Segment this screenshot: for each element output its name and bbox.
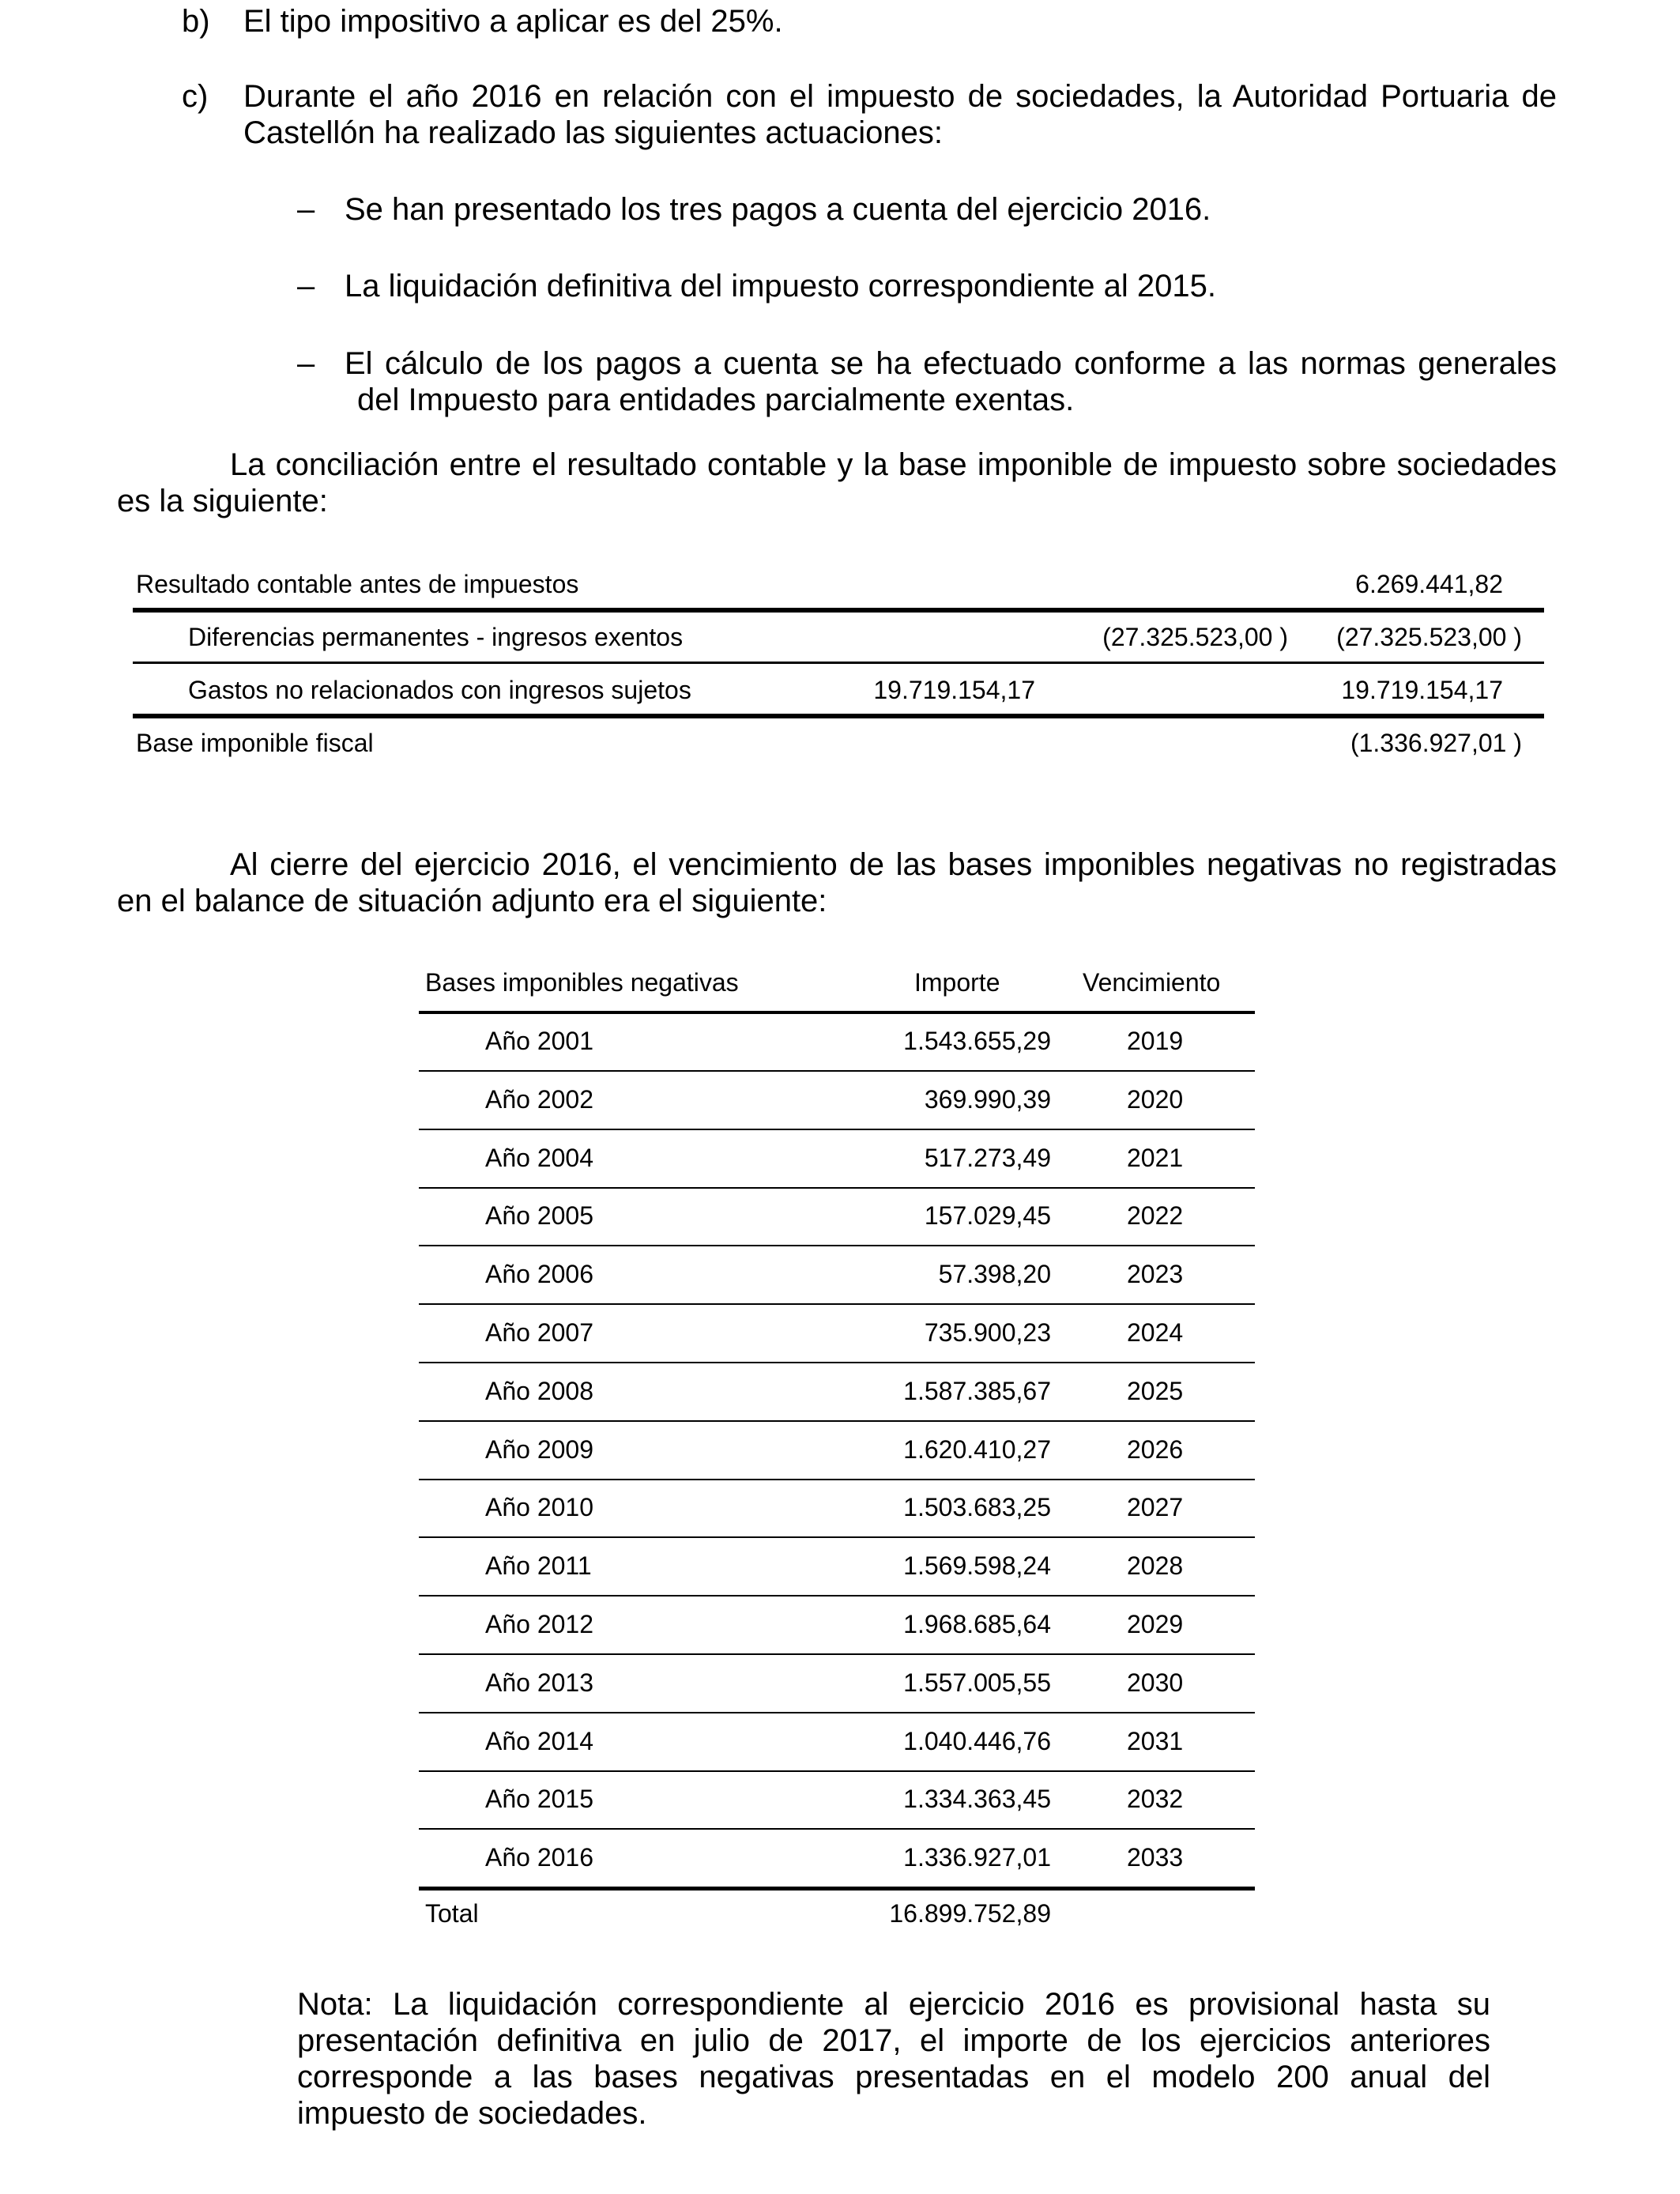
- recon-row-4-label: Base imponible fiscal: [136, 729, 374, 757]
- recon-row-2-label: Diferencias permanentes - ingresos exentos: [188, 623, 684, 651]
- bases-row-year: Año 2004: [485, 1143, 594, 1172]
- recon-row-3-total: 19.719.154,17: [1341, 676, 1503, 704]
- bases-row-vencimiento: 2023: [1127, 1260, 1184, 1289]
- bases-total-value: 16.899.752,89: [889, 1899, 1051, 1928]
- bases-row-year: Año 2016: [485, 1843, 594, 1872]
- note-line-4: impuesto de sociedades.: [297, 2096, 647, 2131]
- bases-row-divider: [419, 1479, 1255, 1480]
- bases-row-divider: [419, 1070, 1255, 1072]
- bases-row-vencimiento: 2032: [1127, 1785, 1184, 1814]
- bases-row-divider: [419, 1420, 1255, 1422]
- bases-row-vencimiento: 2027: [1127, 1493, 1184, 1522]
- bases-row-divider: [419, 1362, 1255, 1363]
- bases-row-importe: 1.040.446,76: [903, 1726, 1051, 1755]
- recon-rule-thin: [133, 662, 1544, 664]
- bases-row-divider: [419, 1595, 1255, 1596]
- list-marker-b: b): [182, 4, 210, 39]
- bases-row-importe: 1.557.005,55: [903, 1668, 1051, 1697]
- bases-row-year: Año 2007: [485, 1318, 594, 1347]
- bases-row-divider: [419, 1303, 1255, 1305]
- bases-row-importe: 1.569.598,24: [903, 1551, 1051, 1581]
- bases-row-year: Año 2006: [485, 1260, 594, 1289]
- bases-row-vencimiento: 2025: [1127, 1376, 1184, 1405]
- recon-row-1-label: Resultado contable antes de impuestos: [136, 570, 579, 598]
- bases-row-year: Año 2009: [485, 1434, 594, 1464]
- bases-total-rule: [419, 1887, 1255, 1891]
- bases-row-year: Año 2015: [485, 1785, 594, 1814]
- note-line-2: presentación definitiva en julio de 2017, el importe de los ejercicios anteriores: [297, 2023, 1490, 2058]
- bases-row-year: Año 2013: [485, 1668, 594, 1697]
- list-item-c-line2: Castellón ha realizado las siguientes actuaciones:: [243, 115, 943, 150]
- bases-row-importe: 1.503.683,25: [903, 1493, 1051, 1522]
- bases-row-vencimiento: 2019: [1127, 1027, 1184, 1055]
- sub-item-dash-3: –: [297, 346, 315, 381]
- bases-header-rule: [419, 1011, 1255, 1014]
- recon-row-4-total: (1.336.927,01 ): [1350, 729, 1522, 757]
- recon-row-3-label: Gastos no relacionados con ingresos sujetos: [188, 676, 691, 704]
- bases-row-divider: [419, 1536, 1255, 1538]
- bases-row-vencimiento: 2031: [1127, 1726, 1184, 1755]
- bases-row-year: Año 2012: [485, 1610, 594, 1638]
- para2-line2: en el balance de situación adjunto era el siguiente:: [117, 884, 827, 918]
- sub-item-dash-1: –: [297, 192, 315, 227]
- para2-line1: Al cierre del ejercicio 2016, el vencimiento de las bases imponibles negativas no registradas: [230, 847, 1557, 882]
- recon-row-2-total: (27.325.523,00 ): [1336, 623, 1522, 651]
- bases-row-importe: 1.587.385,67: [903, 1376, 1051, 1405]
- recon-rule-thick-2: [133, 714, 1544, 718]
- sub-item-2-text: La liquidación definitiva del impuesto correspondiente al 2015.: [345, 269, 1216, 303]
- bases-row-importe: 1.336.927,01: [903, 1843, 1051, 1872]
- bases-row-vencimiento: 2030: [1127, 1668, 1184, 1697]
- bases-row-importe: 57.398,20: [938, 1260, 1051, 1289]
- bases-row-importe: 517.273,49: [924, 1143, 1051, 1172]
- recon-rule-thick-1: [133, 608, 1544, 613]
- bases-total-label: Total: [425, 1899, 479, 1928]
- bases-row-importe: 1.543.655,29: [903, 1027, 1051, 1055]
- list-item-b-text: El tipo impositivo a aplicar es del 25%.: [243, 4, 783, 39]
- bases-row-vencimiento: 2033: [1127, 1843, 1184, 1872]
- recon-row-2-disminuciones: (27.325.523,00 ): [1102, 623, 1288, 651]
- bases-row-importe: 1.620.410,27: [903, 1434, 1051, 1464]
- sub-item-dash-2: –: [297, 269, 315, 303]
- bases-row-importe: 369.990,39: [924, 1084, 1051, 1114]
- para1-line2: es la siguiente:: [117, 484, 328, 518]
- bases-row-year: Año 2011: [485, 1551, 592, 1581]
- bases-row-vencimiento: 2029: [1127, 1610, 1184, 1638]
- bases-row-vencimiento: 2021: [1127, 1143, 1184, 1172]
- bases-row-vencimiento: 2020: [1127, 1084, 1184, 1114]
- bases-row-divider: [419, 1245, 1255, 1246]
- bases-row-year: Año 2002: [485, 1084, 594, 1114]
- list-item-c-line1: Durante el año 2016 en relación con el impuesto de sociedades, la Autoridad Portuaria de: [243, 79, 1557, 114]
- bases-row-divider: [419, 1129, 1255, 1130]
- bases-row-vencimiento: 2024: [1127, 1318, 1184, 1347]
- bases-header-vencimiento: Vencimiento: [1083, 968, 1221, 997]
- sub-item-3-line2: del Impuesto para entidades parcialmente exentas.: [357, 383, 1075, 417]
- bases-header-concept: Bases imponibles negativas: [425, 968, 739, 997]
- note-line-3: corresponde a las bases negativas presentadas en el modelo 200 anual del: [297, 2060, 1490, 2094]
- sub-item-3-line1: El cálculo de los pagos a cuenta se ha efectuado conforme a las normas generales: [345, 346, 1557, 381]
- bases-row-year: Año 2010: [485, 1493, 594, 1522]
- sub-item-1-text: Se han presentado los tres pagos a cuenta del ejercicio 2016.: [345, 192, 1211, 227]
- bases-row-divider: [419, 1712, 1255, 1713]
- bases-row-divider: [419, 1187, 1255, 1189]
- bases-row-vencimiento: 2022: [1127, 1201, 1184, 1231]
- bases-header-importe: Importe: [914, 968, 1000, 997]
- bases-row-importe: 735.900,23: [924, 1318, 1051, 1347]
- bases-row-year: Año 2005: [485, 1201, 594, 1231]
- note-line-1: Nota: La liquidación correspondiente al ejercicio 2016 es provisional hasta su: [297, 1987, 1490, 2022]
- bases-row-importe: 157.029,45: [924, 1201, 1051, 1231]
- bases-row-year: Año 2001: [485, 1027, 594, 1055]
- bases-row-divider: [419, 1653, 1255, 1655]
- bases-row-divider: [419, 1770, 1255, 1772]
- bases-row-year: Año 2008: [485, 1376, 594, 1405]
- recon-row-1-total: 6.269.441,82: [1355, 570, 1503, 598]
- bases-row-vencimiento: 2026: [1127, 1434, 1184, 1464]
- bases-row-vencimiento: 2028: [1127, 1551, 1184, 1581]
- list-marker-c: c): [182, 79, 209, 114]
- bases-row-divider: [419, 1828, 1255, 1830]
- bases-row-importe: 1.968.685,64: [903, 1610, 1051, 1638]
- bases-row-year: Año 2014: [485, 1726, 594, 1755]
- para1-line1: La conciliación entre el resultado contable y la base imponible de impuesto sobre sociedades: [230, 447, 1557, 482]
- bases-row-importe: 1.334.363,45: [903, 1785, 1051, 1814]
- recon-row-3-aumentos: 19.719.154,17: [873, 676, 1035, 704]
